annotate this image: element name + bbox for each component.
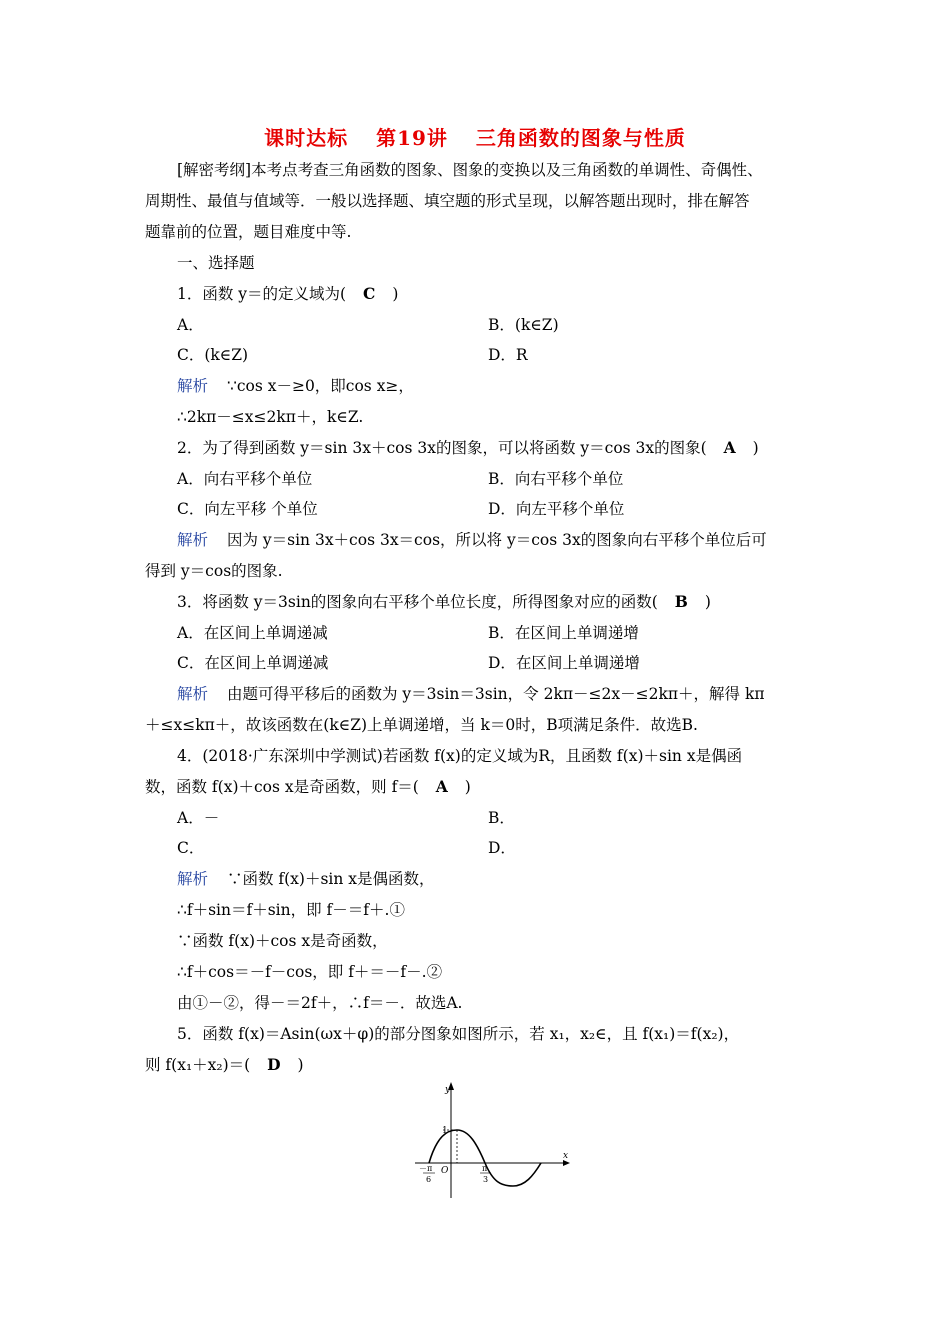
q3-close: )	[704, 593, 711, 611]
q3-solution-1	[177, 684, 765, 704]
q3-solution-label: 解析	[177, 685, 209, 703]
q4-stem-2	[145, 777, 471, 797]
q4-stem-1: 4．(2018·广东深圳中学测试)若函数 f(x)的定义域为R，且函数 f(x)＋sin x是偶函	[177, 747, 743, 765]
q3-stem-text: 3．将函数 y＝3sin的图象向右平移个单位长度，所得图象对应的函数(	[177, 593, 658, 611]
intro-line-1: [解密考纲]本考点考查三角函数的图象、图象的变换以及三角函数的单调性、奇偶性、	[177, 161, 763, 179]
title-part1: 课时达标	[264, 126, 349, 150]
section-heading: 一、选择题	[177, 254, 255, 272]
q2-solution-2: 得到 y＝cos的图象.	[145, 562, 283, 580]
q5-close: )	[297, 1056, 304, 1074]
y-tick-one: 1	[442, 1126, 448, 1136]
q4-stem-text: 数，函数 f(x)＋cos x是奇函数，则 f＝(	[145, 778, 419, 796]
q2-close: )	[752, 439, 759, 457]
neg-pi-numerator: －π	[419, 1164, 433, 1173]
q2-option-c: C．向左平移 个单位	[177, 500, 318, 518]
q2-option-b: B．向右平移个单位	[488, 470, 624, 488]
q3-option-a: A．在区间上单调递减	[177, 624, 328, 642]
title-part3: 三角函数的图象与性质	[475, 126, 686, 150]
q1-solution-1	[177, 376, 414, 396]
q3-stem	[177, 592, 711, 612]
q4-option-a: A．－	[177, 809, 220, 827]
q1-answer: C	[363, 284, 376, 303]
q4-close: )	[464, 778, 471, 796]
q4-option-b: B．	[488, 809, 515, 827]
q1-solution-2: ∴2kπ－≤x≤2kπ＋，k∈Z.	[177, 408, 364, 426]
q1-stem-text: 1．函数 y＝的定义域为(	[177, 285, 347, 303]
q4-solution-1	[177, 869, 435, 889]
q4-solution-label: 解析	[177, 870, 209, 888]
q1-stem	[177, 284, 398, 304]
q2-option-a: A．向右平移个单位	[177, 470, 313, 488]
q4-option-d: D．	[488, 839, 516, 857]
q4-answer: A	[435, 777, 448, 796]
x-axis-label: x	[563, 1151, 569, 1161]
q5-stem-text: 则 f(x₁＋x₂)＝(	[145, 1056, 251, 1074]
q2-option-d: D．向左平移个单位	[488, 500, 625, 518]
q1-option-c: C．(k∈Z)	[177, 346, 249, 364]
intro-line-2: 周期性、最值与值域等．一般以选择题、填空题的形式呈现，以解答题出现时，排在解答	[145, 192, 750, 210]
q4-option-c: C．	[177, 839, 205, 857]
q5-stem-2	[145, 1055, 304, 1075]
q3-solution-text-1: 由题可得平移后的函数为 y＝3sin＝3sin，令 2kπ－≤2x－≤2kπ＋，解得 kπ	[226, 685, 765, 703]
q2-solution-label: 解析	[177, 531, 209, 549]
pi-denominator: 3	[483, 1175, 489, 1184]
q3-answer: B	[674, 592, 688, 611]
q1-solution-label: 解析	[177, 377, 209, 395]
sine-graph-figure	[405, 1078, 580, 1203]
q1-option-a: A．	[177, 316, 204, 334]
q3-option-c: C．在区间上单调递减	[177, 654, 329, 672]
q2-stem-text: 2．为了得到函数 y＝sin 3x＋cos 3x的图象，可以将函数 y＝cos 3x的图象(	[177, 439, 707, 457]
intro-line-3: 题靠前的位置，题目难度中等.	[145, 223, 352, 241]
q1-option-d: D．R	[488, 346, 528, 364]
q1-solution-text-1: ∵cos x－≥0，即cos x≥，	[226, 377, 414, 395]
page-title	[0, 122, 950, 151]
q2-answer: A	[723, 438, 736, 457]
q4-solution-text-1: ∵函数 f(x)＋sin x是偶函数，	[226, 870, 435, 888]
q1-option-b: B．(k∈Z)	[488, 316, 559, 334]
q4-solution-2: ∴f＋sin＝f＋sin，即 f－＝f＋.①	[177, 901, 405, 919]
q3-solution-2: ＋≤x≤kπ＋，故该函数在(k∈Z)上单调递增，当 k＝0时，B项满足条件．故选B.	[145, 716, 698, 734]
q4-solution-3: ∵函数 f(x)＋cos x是奇函数，	[177, 932, 388, 950]
y-axis-label: y	[445, 1085, 451, 1095]
origin-label: O	[441, 1166, 449, 1176]
q3-option-b: B．在区间上单调递增	[488, 624, 639, 642]
pi-numerator: π	[482, 1164, 488, 1173]
q2-solution-text-1: 因为 y＝sin 3x＋cos 3x＝cos，所以将 y＝cos 3x的图象向右平移个单位后可	[226, 531, 767, 549]
q2-solution-1	[177, 530, 767, 550]
q5-stem-1: 5．函数 f(x)＝Asin(ωx＋φ)的部分图象如图所示，若 x₁，x₂∈，且 f(x₁)＝f(x₂)，	[177, 1025, 740, 1043]
neg-pi-denominator: 6	[426, 1175, 432, 1184]
q4-solution-4: ∴f＋cos＝－f－cos，即 f＋＝－f－.②	[177, 963, 443, 981]
q1-close: )	[392, 285, 399, 303]
q2-stem	[177, 438, 759, 458]
q4-solution-5: 由①－②，得－＝2f＋，∴f＝－．故选A.	[177, 994, 463, 1012]
q5-answer: D	[267, 1055, 281, 1074]
title-part2: 第19讲	[376, 126, 448, 150]
q3-option-d: D．在区间上单调递增	[488, 654, 640, 672]
